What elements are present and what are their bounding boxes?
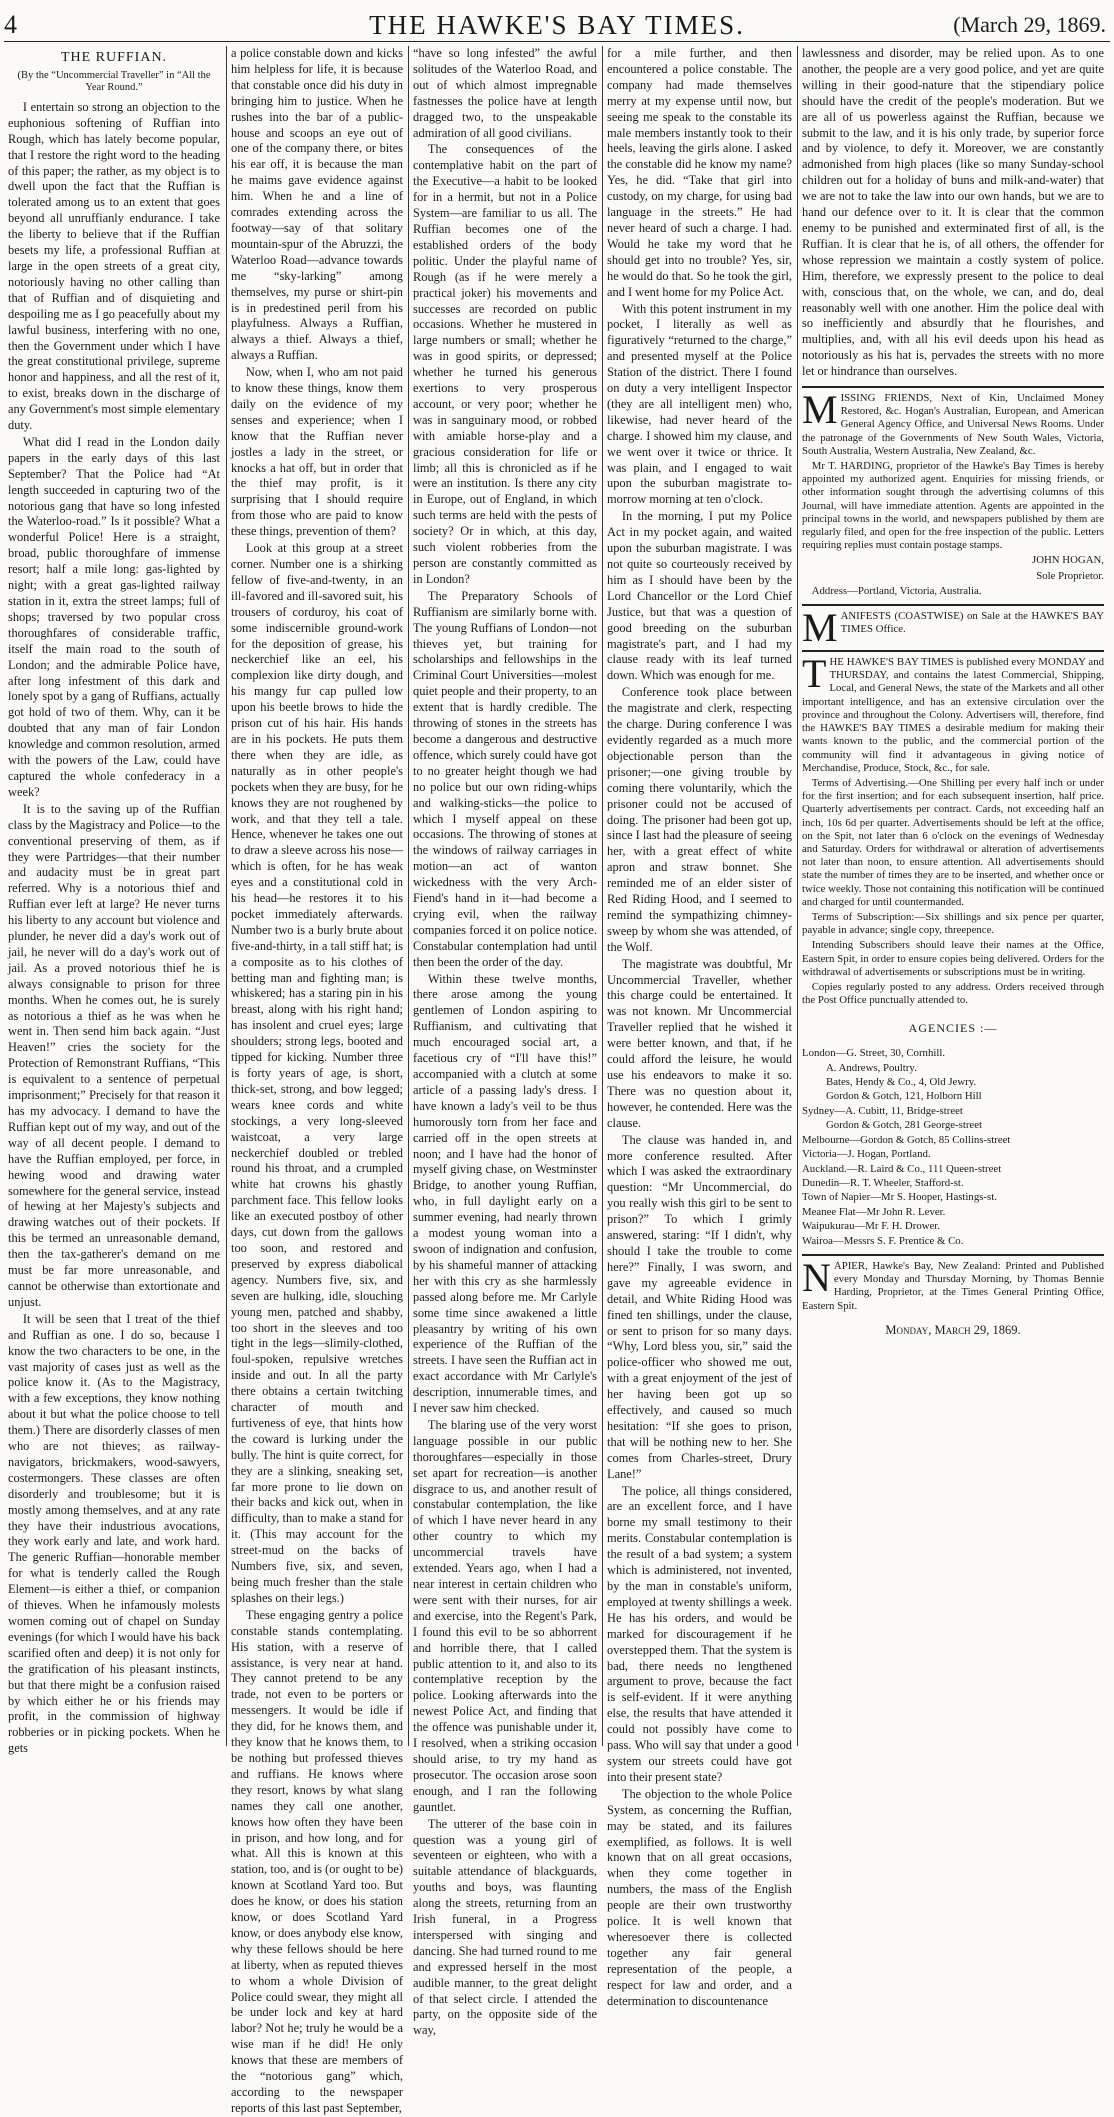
ad-heading: ISSING FRIENDS, Next of Kin, Unclaimed Money Restored, &c. [840, 392, 1104, 418]
agency-item: Meanee Flat—Mr John R. Lever. [802, 1205, 946, 1218]
ad-text: Terms of Advertising.—One Shilling per every half inch or under for the first insertion; and for each subsequent insertion, half price. Quarterly advertisements per contract. Cards, not exceeding half an inch, 10s 6d per quarter. Advertisements should be left at the office, on the Spit, not later than 6 o'clock on the evenings of Wednesday and Saturday. Orders for withdrawal or alteration of advertisements not later than noon, to ensure attention. All advertisements should state the number of times they are to be inserted, and whether once or twice weekly. Those not containing this notification will be continued and charged for until countermanded. [802, 776, 1104, 908]
article-paragraph: “have so long infested” the awful solitudes of the Waterloo Road, and out of which almost impregnable fastnesses the police have at length dragged two, to the unspeakable admiration of all good civilians. [413, 46, 597, 140]
ad-text: Intending Subscribers should leave their names at the Office, Eastern Spit, in order to ensure copies being delivered. Orders for the withdrawal of advertisements or subscriptions must be in writing. [802, 939, 1104, 978]
issue-date: (March 29, 1869. [953, 12, 1106, 37]
article-paragraph: The police, all things considered, are an excellent force, and I have borne my small testimony to their merits. Constabular contemplation is the result of a bad system; a system which is administered, not invented, by the man in constable's uniform, employed at twenty shillings a week. He has his orders, and would be marked for discouragement if he overstepped them. That the system is bad, there needs no lengthened argument to prove, because the fact is self-evident. If it were anything else, the results that have attended it could not possibly have come to pass. Who will say that under a good system our streets could have got into their present state? [607, 1483, 792, 1784]
dateline: Monday, March 29, 1869. [885, 1322, 1021, 1337]
article-paragraph: Now, when I, who am not paid to know these things, know them daily on the evidence of my senses and experience; when I know that the Ruffian never jostles a lady in the street, or knocks a hat off, but in order that the thief may profit, is it surprising that I should require from those who are paid to know these things, prevention of them? [231, 365, 403, 539]
article-paragraph: for a mile further, and then encountered a police constable. The company had made themselves merry at my expense until now, but seeing me speak to the constable its male members instantly took to their heels, leaving the girls alone. I asked the constable did he know my name? Yes, he did. “Take that girl into custody, on my charge, for using bad language in the streets.” He had never heard of such a charge. I had. Would he take my word that he should get into no trouble? Yes, sir, he would do that. So he took the girl, and I went home for my Police Act. [607, 46, 792, 299]
masthead [0, 0, 1114, 46]
ad-divider [802, 1254, 1104, 1256]
column-rule [602, 46, 603, 1746]
imprint-text: APIER, Hawke's Bay, New Zealand: Printed and Published every Monday and Thursday Morning, by Thomas Bennie Harding, Proprietor, at the Times General Printing Office, Eastern Spit. [802, 1259, 1104, 1312]
article-paragraph: a police constable down and kicks him helpless for life, it is because that constable once did his duty in bringing him to justice. When he rushes into the bar of a public-house and scoops an eye out of one of the company there, or bites his ear off, it is because the man he maims gave evidence against him. When he and a line of comrades extending across the footway—say of that solitary mountain-spur of the Abruzzi, the Waterloo Road—advance towards me “sky-larking” among themselves, my purse or shirt-pin is in predestined peril from his playfulness. Always a Ruffian, always a thief. Always a thief, always a Ruffian. [231, 46, 403, 363]
missing-friends-ad [802, 387, 1105, 598]
dropcap: N [802, 1254, 831, 1300]
times-notice-ad [802, 651, 1104, 1007]
column-rule [797, 46, 798, 1746]
column-rule [226, 46, 227, 1746]
article-paragraph: The utterer of the base coin in question was a young girl of seventeen or eighteen, who with a suitable attendance of blackguards, youths and boys, was flaunting along the streets, returning from an Irish funeral, in a Progress interspersed with singing and dancing. She had turned round to me and expressed herself in the most audible manner, to the great delight of that select circle. I attended the party, on the opposite side of the way, [413, 1816, 597, 2038]
agency-item: London—G. Street, 30, Cornhill. [802, 1047, 946, 1060]
article-column-4 [607, 46, 792, 2008]
article-column-3 [413, 46, 597, 2038]
ad-address: Address—Portland, Victoria, Australia. [811, 584, 982, 597]
ad-signature: JOHN HOGAN, [1032, 554, 1104, 567]
article-paragraph: The clause was handed in, and more conference resulted. After which I was asked the extraordinary question: “Mr Uncommercial, do you really wish this girl to be sent to prison?” To which I grimly answered, staring: “If I didn't, why should I take the trouble to come here?” Finally, I was sworn, and gave my agreeable evidence in detail, and White Riding Hood was fined ten shillings, under the clause, or sent to prison for so many days. “Why, Lord bless you, sir,” said the police-officer who showed me out, with a great enjoyment of the jest of her having been got up so effectively, and caused so much hesitation: “If she goes to prison, that will be nothing new to her. She comes from Charles-street, Drury Lane!” [607, 1132, 792, 1481]
ad-body: Mr T. HARDING, proprietor of the Hawke's Bay Times is hereby appointed my authorized agent. Enquiries for missing friends, or other information sought through the advertising columns of this Journal, will have immediate attention. Agents are appointed in the principal towns in the world, and newspapers published by them are regularly filed, and open for the free inspection of the public. Letters requiring replies must contain postage stamps. [802, 460, 1104, 552]
article-paragraph: These engaging gentry a police constable stands contemplating. His station, with a reserve of assistance, is very near at hand. They cannot pretend to be any trade, not even to be porters or messengers. It would be idle if they did, for he knows them, and they know that he knows them, to be nothing but professed thieves and ruffians. He knows where they resort, knows by what slang names they call one another, knows how often they have been in prison, and how long, and for what. All this is known at this station, too, and is (or ought to be) known at Scotland Yard too. But does he know, or does his station know, or does Scotland Yard know, or does anybody else know, why these fellows should be here at liberty, when as reputed thieves to whom a whole Division of Police could swear, they might all be under lock and key at hard labor? Not he; truly he would be a wise man if he did! He only knows that these are members of the “notorious gang” which, according to the newspaper reports of this last past September, [231, 1607, 403, 2115]
article-paragraph: The Preparatory Schools of Ruffianism are similarly borne with. The young Ruffians of London—not thieves yet, but training for scholarships and fellowships in the Criminal Court Universities—molest quiet people and their property, to an extent that is hardly credible. The throwing of stones in the streets has become a dangerous and destructive offence, which surely could have got to no greater height though we had no police but our own riding-whips and walking-sticks—the police to which I myself appeal on these occasions. The throwing of stones at the windows of railway carriages in motion—an act of wanton wickedness with the very Arch-Fiend's hand in it—had become a crying evil, when the railway companies forced it on police notice. Constabular contemplation had until then been the order of the day. [413, 588, 597, 969]
ad-divider [802, 386, 1104, 388]
ad-text: Copies regularly posted to any address. Orders received through the Post Office punctually attended to. [802, 980, 1104, 1007]
article-paragraph: It will be seen that I treat of the thief and Ruffian as one. I do so, because I know the two characters to be one, in the vast majority of cases just as well as the police know it. (As to the Magistracy, with a few exceptions, they know nothing about it but what the police choose to tell them.) There are disorderly classes of men who are not thieves; as railway-navigators, brickmakers, wood-sawyers, costermongers. These classes are often disorderly and troublesome; but it is mostly among themselves, and at any rate they have their industrious avocations, they work early and late, and work hard. The generic Ruffian—honorable member for what is tenderly called the Rough Element—is either a thief, or companion of thieves. When he infamously molests women coming out of chapel on Sunday evenings (for which I would have his back scarified often and deep) it is not only for the gratification of his pleasant instincts, but that there might be a confusion raised by which either he or his friends may profit, in the commission of highway robberies or in picking pockets. When he gets [8, 1311, 220, 1756]
newspaper-title: THE HAWKE'S BAY TIMES. [369, 10, 745, 40]
agency-item: Dunedin—R. T. Wheeler, Stafford-st. [802, 1176, 964, 1189]
agency-item: Gordon & Gotch, 281 George-street [826, 1119, 983, 1132]
article-paragraph: The consequences of the contemplative habit on the part of the Executive—a habit to be looked for in a hermit, but not in a Police System—are familiar to us all. The Ruffian becomes one of the established orders of the body politic. Under the playful name of Rough (as if he were merely a practical joker) his movements and successes are recorded on public occasions. Whether he mustered in large numbers or small; whether he was in good spirits, or depressed; whether he turned his generous exertions to very prosperous account, or very poor; whether he was in sanguinary mood, or robbed with amiable horse-play and a gracious consideration for life or limb; all this is chronicled as if he were an institution. Is there any city in Europe, out of England, in which such terms are held with the pests of society? Or in which, at this day, such violent robberies from the person are constantly committed as in London? [413, 142, 597, 586]
ad-divider [802, 604, 1104, 606]
ad-text: Terms of Subscription:—Six shillings and six pence per quarter, payable in advance; single copy, threepence. [802, 910, 1104, 937]
ad-divider [802, 650, 1104, 652]
agencies-heading: AGENCIES :— [908, 1021, 998, 1036]
article-paragraph: With this potent instrument in my pocket, I literally as well as figuratively “returned to the charge,” and presented myself at the Police Station of the district. There I found on duty a very intelligent Inspector (they are all intelligent men) who, likewise, had never heard of the charge. I showed him my clause, and we went over it twice or thrice. It was plain, and I engaged to wait upon the suburban magistrate to-morrow morning at ten o'clock. [607, 301, 792, 507]
imprint [802, 1254, 1104, 1315]
masthead-rule [4, 41, 1110, 42]
article-column-2 [231, 46, 403, 2115]
article-column-1 [8, 46, 220, 1756]
article-paragraph: It is to the saving up of the Ruffian class by the Magistracy and Police—to the conventional preserving of them, as if they were Partridges—that their number and audacity must be in great part referred. Why is a notorious thief and Ruffian ever left at large? He never turns his liberty to any account but violence and plunder, he never did a day's work out of jail, he never will do a day's work out of jail. As a proved notorious thief he is always consignable to prison for three months. When he comes out, he is surely as notorious a thief as he was when he went in. Then send him back again. “Just Heaven!” cries the society for the Protection of Remonstrant Ruffians, “This is equivalent to a sentence of perpetual imprisonment;” Precisely for that reason it has my advocacy. I demand to have the Ruffian kept out of my way, and out of the way of all decent people. I demand to have the Ruffian employed, per force, in hewing wood and drawing water somewhere for the general service, instead of hewing at her Majesty's subjects and drawing watches out of their pockets. If this be termed an unreasonable demand, then the tax-gatherer's demand on me must be far more unreasonable, and cannot be otherwise than extortionate and unjust. [8, 801, 220, 1309]
article-paragraph: The blaring use of the very worst language possible in our public thoroughfares—especially in those set apart for recreation—is another disgrace to us, and another result of constabular contemplation, the like of which I have never heard in any other country to which my uncommercial travels have extended. Years ago, when I had a near interest in certain children who were sent with their nurses, for air and exercise, into the Regent's Park, I found this evil to be so abhorrent and horrible there, that I called public attention to it, and also to its contemplative reception by the police. Looking afterwards into the newest Police Act, and finding that the offence was punishable under it, I resolved, when a striking occasion should arise, to try my hand as prosecutor. The occasion arose soon enough, and I ran the following gauntlet. [413, 1417, 597, 1814]
agency-item: Bates, Hendy & Co., 4, Old Jewry. [826, 1076, 977, 1089]
ad-text: HE HAWKE'S BAY TIMES is published every MONDAY and THURSDAY, and contains the latest Commercial, Shipping, Local, and General News, the state of the Markets and all other important intelligence, and has an extensive circulation over the province and throughout the Colony. Advertisers will, therefore, find the HAWKE'S BAY TIMES a desirable medium for making their wants known to the public, and the commercial portion of the community will find it advantageous in giving notice of Merchandise, Produce, Stock, &c., for sale. [802, 656, 1104, 774]
article-paragraph: lawlessness and disorder, may be relied upon. As to one another, the people are a very good police, and yet are quite willing in their good-nature that the stipendiary police should have the credit of the people's moderation. But we are all of us powerless against the Ruffian, because we submit to the law, and it is his only trade, by superior force and by violence, to defy it. Moreover, we are constantly admonished from high places (like so many Sunday-school children out for a holiday of buns and milk-and-water) that we are not to take the law into our own hands, but we are to hand our defence over to it. It is clear that the common enemy to be punished and exterminated first of all, is the Ruffian. It is clear that he is, of all others, the offender for whose repression we maintain a costly system of police. Him, therefore, we expressly present to the police to deal with, conscious that, on the whole, we can, and do, deal reasonably well with one another. Him the police deal with so inefficiently and absurdly that he flourishes, and multiplies, and, with all his evil deeds upon his head as notoriously as his hat is, pervades the streets with no more let or hindrance than ourselves. [802, 46, 1104, 379]
article-paragraph: I entertain so strong an objection to the euphonious softening of Ruffian into Rough, which has lately become popular, that I restore the right word to the heading of this paper; the rather, as my object is to dwell upon the fact that the Ruffian is tolerated among us to an extent that goes beyond all unruffianly endurance. I take the liberty to believe that if the Ruffian besets my life, a professional Ruffian at large in the open streets of a great city, notoriously having no other calling than that of Ruffian and of disquieting and despoiling me as I go peacefully about my lawful business, interfering with no one, then the Government under which I have the great constitutional privilege, supreme honor and happiness, and all the rest of it, to exist, breaks down in the discharge of any Government's most simple elementary duty. [8, 99, 220, 433]
column-rule [408, 46, 409, 1746]
article-paragraph: In the morning, I put my Police Act in my pocket again, and waited upon the suburban magistrate. I was not quite so courteously received by him as I should have been by the Lord Chancellor or the Lord Chief Justice, but that was a question of good breeding on the suburban magistrate's part, and I had my clause ready with its leaf turned down. Which was enough for me. [607, 509, 792, 683]
ad-body: Hogan's Australian, European, and American General Agency Office, and Universal News Rooms. Under the patronage of the Governments of New South Wales, Victoria, South Australia, Western Australia, New Zealand, &c. [802, 405, 1105, 457]
dropcap: T [802, 651, 827, 697]
article-paragraph: What did I read in the London daily papers in the early days of this last September? That the Police had “At length succeeded in capturing two of the notorious gang that have so long infested the Waterloo-road.” Is it possible? What a wonderful Police! Here is a straight, broad, public thoroughfare of immense resort; half a mile long: gas-lighted by night; with a great gas-lighted railway station in it, extra the street lamps; full of shops; traversed by two popular cross thoroughfares of considerable traffic, itself the main road to the south of London; and the admirable Police have, after long infestment of this dark and lonely spot by a gang of Ruffians, actually got hold of two of them. Why, can it be doubted that any man of fair London knowledge and common resolution, armed with the powers of the Law, could have captured the whole confederacy in a week? [8, 434, 220, 799]
article-paragraph: Conference took place between the magistrate and clerk, respecting the charge. During conference I was evidently regarded as a much more objectionable person than the prisoner;—one giving trouble by coming there voluntarily, which the prisoner could not be accused of doing. The prisoner had been got up, since I last had the pleasure of seeing her, with a great effect of white apron and straw bonnet. She reminded me of an elder sister of Red Riding Hood, and I seemed to remind the sympathizing chimney-sweep by whom she was attended, of the Wolf. [607, 685, 792, 954]
dropcap: M [802, 387, 838, 433]
article-column-5 [802, 46, 1104, 1748]
agency-item: Town of Napier—Mr S. Hooper, Hastings-st. [802, 1191, 997, 1204]
agency-item: Wairoa—Messrs S. F. Prentice & Co. [802, 1234, 964, 1247]
agencies-list [802, 1047, 1104, 1248]
manifests-ad [802, 605, 1104, 651]
article-paragraph: Look at this group at a street corner. Number one is a shirking fellow of five-and-twenty, in an ill-favored and ill-savored suit, his trousers of corduroy, his coat of some indiscernible ground-work for the deposition of grease, his neckerchief like an eel, his complexion like dirty dough, and his mangy fur cap pulled low upon his beetle brows to hide the prison cut of his hair. His hands are in his pockets. He puts them there when they are idle, as naturally as in other people's pockets when they are busy, for he knows they are not roughened by work, and that they tell a tale. Hence, whenever he takes one out to draw a sleeve across his nose—which is often, for he has weak eyes and a constitutional cold in his head—he restores it to his pocket immediately afterwards. Number two is a burly brute about five-and-thirty, in a tall stiff hat; is a composite as to his clothes of betting man and fighting man; is whiskered; has a staring pin in his breast, along with his right hand; has insolent and cruel eyes; large shoulders; strong legs, booted and tipped for kicking. Number three is forty years of age, is short, thick-set, strong, and bow legged; wears knee cords and white stockings, a very long-sleeved waistcoat, a very large neckerchief doubled or trebled round his throat, and a crumpled white hat crowns his ghastly parchment face. This fellow looks like an executed postboy of other days, cut down from the gallows too soon, and restored and preserved by express diabolical agency. Numbers five, six, and seven are hulking, idle, slouching young men, patched and shabby, too short in the sleeves and too tight in the legs—slimily-clothed, foul-spoken, repulsive wretches inside and out. In all the party there obtains a certain twitching character of mouth and furtiveness of eye, that hints how the coward is lurking under the bully. The hint is quite correct, for they are a slinking, sneaking set, far more prone to lie down on their backs and kick out, when in difficulty, than to make a stand for it. (This may account for the street-mud on the backs of Numbers five, six, and seven, being much fresher than the stale splashes on their legs.) [231, 541, 403, 1605]
agency-item: Auckland.—R. Laird & Co., 111 Queen-street [802, 1162, 1002, 1175]
agency-item: Gordon & Gotch, 121, Holborn Hill [826, 1090, 982, 1103]
article-byline: (By the “Uncommercial Traveller” in “All the Year Round.” [17, 69, 211, 93]
agency-item: Melbourne—Gordon & Gotch, 85 Collins-street [802, 1133, 1011, 1146]
article-paragraph: The objection to the whole Police System, as concerning the Ruffian, may be stated, and its failures exemplified, as follows. It is well known that on all great occasions, when they come together in numbers, the mass of the English people are their own trustworthy police. It is well known that wheresoever there is collected together any fair general representation of the people, a respect for law and order, and a determination to discountenance [607, 1786, 792, 2008]
agency-item: A. Andrews, Poultry. [826, 1061, 917, 1074]
agency-item: Victoria—J. Hogan, Portland. [802, 1148, 931, 1161]
article-title: THE RUFFIAN. [60, 50, 168, 65]
ad-signature-title: Sole Proprietor. [1036, 569, 1104, 582]
agency-item: Sydney—A. Cubitt, 11, Bridge-street [802, 1104, 963, 1117]
ad-text: ANIFESTS (COASTWISE) on Sale at the HAWKE'S BAY TIMES Office. [840, 610, 1104, 636]
article-paragraph: The magistrate was doubtful, Mr Uncommercial Traveller, whether this charge could be entertained. It was not known. Mr Uncommercial Traveller replied that he wished it were better known, and that, if he could afford the leisure, he would use his endeavors to make it so. There was no question about it, however, he contended. Here was the clause. [607, 956, 792, 1130]
dropcap: M [802, 605, 838, 651]
agency-item: Waipukurau—Mr F. H. Drower. [802, 1220, 941, 1233]
page-number: 4 [4, 10, 17, 39]
article-paragraph: Within these twelve months, there arose among the young gentlemen of London aspiring to Ruffianism, and cultivating that much encouraged social art, a facetious cry of “I'll have this!” accompanied with a clutch at some article of a passing lady's dress. I have known a lady's veil to be thus humorously torn from her face and carried off in the open streets at noon; and I have had the honor of myself giving chase, on Westminster Bridge, to another young Ruffian, who, in full daylight early on a summer evening, had nearly thrown a modest young woman into a swoon of indignation and confusion, by his shameful manner of attacking her with this cry as she harmlessly passed along before me. Mr Carlyle some time since awakened a little pleasantry by writing of his own experience of the Ruffian of the streets. I have seen the Ruffian act in exact accordance with Mr Carlyle's description, innumerable times, and I never saw him checked. [413, 971, 597, 1416]
